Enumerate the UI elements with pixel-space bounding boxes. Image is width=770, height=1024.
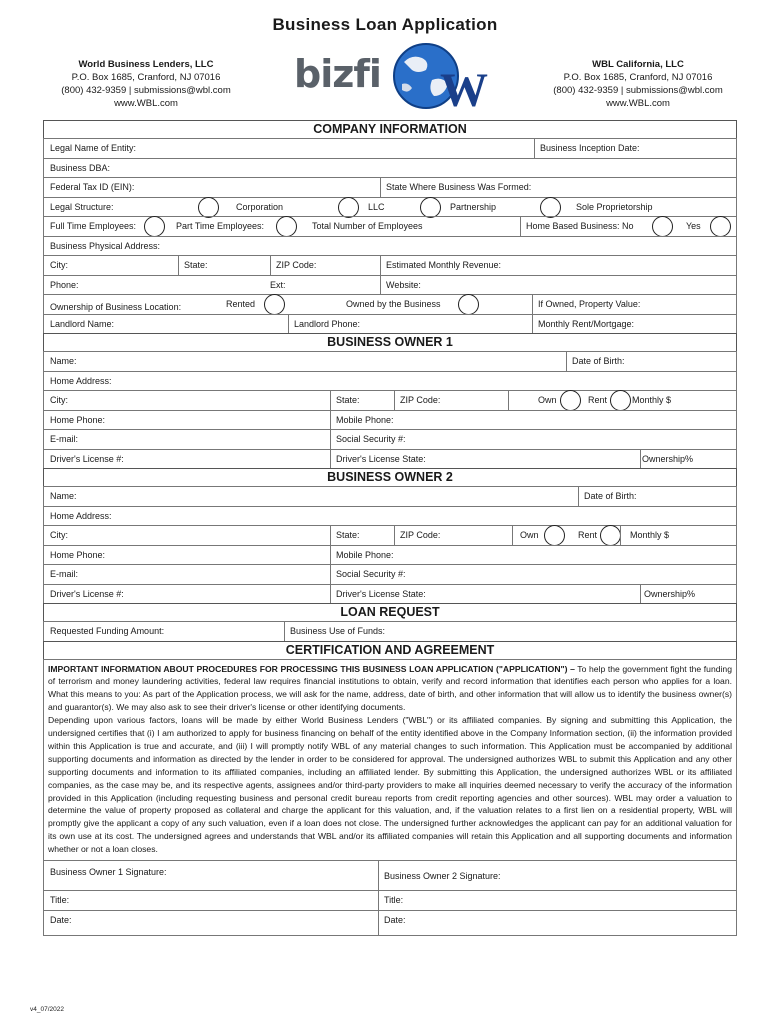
- company-city-field[interactable]: City:: [50, 260, 68, 270]
- owner1-title-field[interactable]: Title:: [50, 895, 70, 906]
- owner2-name-field[interactable]: Name:: [50, 491, 77, 501]
- owner1-heading: BUSINESS OWNER 1: [43, 333, 737, 351]
- owner2-state-field[interactable]: State:: [336, 530, 360, 540]
- lender-contact: (800) 432-9359 | submissions@wbl.com: [61, 85, 231, 96]
- ownership-location-label: Ownership of Business Location:: [50, 302, 182, 312]
- wbl-w-letter: W: [440, 64, 488, 112]
- certification-para1: To help the government fight the funding of terrorism and money laundering activities, federal law requires financial institutions to obtain, verify and record information that identifies each person who applies for a loan. What this means to you: As part of the Application process, we will ask for the name, address, date of birth, and other information that will allow us to identify the business owner(s) and guarantor(s). We may also ask to see their driver's license or other identifying documents.: [48, 663, 732, 713]
- company-state-field[interactable]: State:: [184, 260, 208, 270]
- owner1-own-radio[interactable]: [560, 390, 581, 411]
- owner2-name-row: [43, 486, 737, 506]
- company-phone-ext-field[interactable]: Ext:: [270, 279, 286, 290]
- owner1-email-row: [43, 429, 737, 449]
- owner1-dob-field[interactable]: Date of Birth:: [572, 356, 625, 366]
- owner1-license-field[interactable]: Driver's License #:: [50, 453, 124, 464]
- certification-bold-intro: IMPORTANT INFORMATION ABOUT PROCEDURES FOR PROCESSING THIS BUSINESS LOAN APPLICATION ("APPLICATION") –: [48, 663, 575, 674]
- funding-amount-field[interactable]: Requested Funding Amount:: [50, 626, 165, 636]
- inception-date-field[interactable]: Business Inception Date:: [540, 143, 640, 153]
- home-based-yes-label: Yes: [686, 221, 701, 231]
- owner1-ssn-field[interactable]: Social Security #:: [336, 434, 406, 444]
- owner1-zip-field[interactable]: ZIP Code:: [400, 395, 441, 405]
- tax-id-row: [43, 177, 737, 197]
- certification-heading: CERTIFICATION AND AGREEMENT: [43, 641, 737, 659]
- owner2-phone-row: [43, 545, 737, 565]
- owner1-name-field[interactable]: Name:: [50, 356, 77, 366]
- dba-row: [43, 158, 737, 178]
- owner1-name-row: [43, 351, 737, 371]
- certification-intro: [48, 663, 732, 715]
- rented-label: Rented: [226, 299, 256, 309]
- owner2-rent-label: Rent: [578, 530, 598, 540]
- legal-name-field[interactable]: Legal Name of Entity:: [50, 143, 137, 153]
- owned-label: Owned by the Business: [346, 299, 441, 309]
- landlord-phone-field[interactable]: Landlord Phone:: [294, 318, 361, 329]
- website-field[interactable]: Website:: [386, 279, 421, 290]
- owner2-ownership-field[interactable]: Ownership%: [644, 588, 696, 599]
- owner1-city-field[interactable]: City:: [50, 395, 68, 405]
- lender-ca-name: WBL California, LLC: [592, 59, 684, 70]
- lender-ca-contact: (800) 432-9359 | submissions@wbl.com: [553, 85, 723, 96]
- llc-radio[interactable]: [338, 197, 359, 218]
- lender-address-left: [26, 58, 266, 110]
- form-title: Business Loan Application: [272, 15, 498, 34]
- owner2-date-field[interactable]: Date:: [384, 915, 406, 926]
- lender-po-box: P.O. Box 1685, Cranford, NJ 07016: [71, 72, 221, 83]
- owner1-email-field[interactable]: E-mail:: [50, 434, 79, 444]
- monthly-revenue-field[interactable]: Estimated Monthly Revenue:: [386, 260, 502, 270]
- certification-para2: Depending upon various factors, loans will be made by either World Business Lenders ("WBL") or its affiliated companies. By signing and submitting this Application, the undersigned certifies that (i) I am authorized to apply for business financing on behalf of the entity identified above in the Company Information section, (ii) the information provided within this Application is true and accurate, and (iii) I will promptly notify WBL of any material changes to such information. This Application must be accompanied by additional supporting documents and information as directed by the lender in order to be considered for approval. The undersigned authorizes WBL to submit this Application and any other supporting documents and information to its affiliated companies, including an affiliated lender. By submitting this Application, the undersigned authorizes WBL or its affiliated companies, as the case may be, and its respective agents, assignees and/or third-party providers to make all inquiries deemed necessary to verify the accuracy of the information provided in this Application (including requesting business and personal credit bureau reports from credit reporting agencies and other sources). WBL may order a valuation to determine the value of property proposed as collateral and charge the applicant for this valuation, and, if the valuation relates to a first lien on a residential property, WBL will promptly give the applicant a copy of any such valuation, even if a loan does not close. The undersigned further acknowledges the applicant can pay for an additional valuation for its own use at its cost. The undersigned agrees and understands that WBL and/or its affiliated companies will retain this Application and all supporting documents and information whether or not a loan closes.: [48, 715, 732, 855]
- lender-website: www.WBL.com: [114, 98, 178, 109]
- legal-name-row: [43, 138, 737, 158]
- owner2-license-state-field[interactable]: Driver's License State:: [336, 588, 426, 599]
- partnership-label: Partnership: [450, 201, 497, 212]
- owner2-title-field[interactable]: Title:: [384, 895, 404, 906]
- company-zip-field[interactable]: ZIP Code:: [276, 260, 317, 270]
- form-version: v4_07/2022: [30, 1006, 64, 1013]
- state-formed-field[interactable]: State Where Business Was Formed:: [386, 182, 532, 192]
- home-based-no-label: Home Based Business: No: [526, 221, 634, 231]
- owner2-dob-field[interactable]: Date of Birth:: [584, 491, 637, 501]
- employees-row: [43, 216, 737, 236]
- corporation-label: Corporation: [236, 201, 284, 212]
- full-time-input[interactable]: [144, 216, 165, 237]
- title-row: [43, 890, 737, 910]
- lender-name: World Business Lenders, LLC: [78, 59, 214, 70]
- owner2-own-radio[interactable]: [544, 525, 565, 546]
- loan-request-heading: LOAN REQUEST: [43, 603, 737, 621]
- landlord-name-field[interactable]: Landlord Name:: [50, 318, 115, 329]
- ownership-location-row: [43, 294, 737, 314]
- owner1-phone-row: [43, 410, 737, 430]
- company-phone-field[interactable]: Phone:: [50, 279, 79, 290]
- lender-ca-po-box: P.O. Box 1685, Cranford, NJ 07016: [563, 72, 713, 83]
- tax-id-field[interactable]: Federal Tax ID (EIN):: [50, 182, 135, 192]
- owner1-home-phone-field[interactable]: Home Phone:: [50, 414, 106, 425]
- physical-address-field[interactable]: Business Physical Address:: [50, 240, 161, 251]
- owner2-own-label: Own: [520, 530, 539, 540]
- owner2-city-field[interactable]: City:: [50, 530, 68, 540]
- home-based-yes-radio[interactable]: [710, 216, 731, 237]
- home-based-no-radio[interactable]: [652, 216, 673, 237]
- owner1-license-row: [43, 449, 737, 469]
- corporation-radio[interactable]: [198, 197, 219, 218]
- owned-radio[interactable]: [458, 294, 479, 315]
- owner2-license-field[interactable]: Driver's License #:: [50, 588, 124, 599]
- owner2-city-row: [43, 525, 737, 545]
- owner2-email-row: [43, 564, 737, 584]
- wbl-globe-logo: [382, 40, 498, 117]
- partnership-radio[interactable]: [420, 197, 441, 218]
- bizfi-logo: bizfi: [294, 52, 381, 96]
- company-info-heading: COMPANY INFORMATION: [43, 120, 737, 138]
- landlord-row: [43, 314, 737, 334]
- owner1-signature-field[interactable]: Business Owner 1 Signature:: [50, 867, 167, 878]
- lender-address-right: [518, 58, 758, 110]
- owner2-monthly-field[interactable]: Monthly $: [630, 530, 670, 540]
- owner1-own-label: Own: [538, 395, 557, 405]
- legal-structure-label: Legal Structure:: [50, 201, 114, 212]
- owner2-mobile-phone-field[interactable]: Mobile Phone:: [336, 549, 394, 560]
- company-city-row: [43, 255, 737, 275]
- owner2-heading: BUSINESS OWNER 2: [43, 468, 737, 486]
- use-of-funds-field[interactable]: Business Use of Funds:: [290, 626, 386, 636]
- full-time-label: Full Time Employees:: [50, 221, 137, 231]
- lender-ca-website: www.WBL.com: [606, 98, 670, 109]
- property-value-field[interactable]: If Owned, Property Value:: [538, 299, 641, 309]
- total-employees-field[interactable]: Total Number of Employees: [312, 221, 423, 231]
- loan-request-row: [43, 621, 737, 641]
- owner2-email-field[interactable]: E-mail:: [50, 569, 79, 579]
- owner2-license-row: [43, 584, 737, 604]
- owner2-rent-radio[interactable]: [600, 525, 621, 546]
- phone-row: [43, 275, 737, 295]
- rented-radio[interactable]: [264, 294, 285, 315]
- sole-proprietorship-label: Sole Proprietorship: [576, 201, 653, 212]
- owner1-city-row: [43, 390, 737, 410]
- part-time-input[interactable]: [276, 216, 297, 237]
- owner1-rent-label: Rent: [588, 395, 608, 405]
- owner1-address-row: [43, 371, 737, 391]
- owner2-address-field[interactable]: Home Address:: [50, 510, 112, 521]
- owner2-zip-field[interactable]: ZIP Code:: [400, 530, 441, 540]
- owner2-signature-field[interactable]: Business Owner 2 Signature:: [384, 871, 501, 882]
- owner2-home-phone-field[interactable]: Home Phone:: [50, 549, 106, 560]
- owner2-address-row: [43, 506, 737, 526]
- legal-structure-row: [43, 197, 737, 217]
- application-form: [43, 120, 737, 936]
- owner1-state-field[interactable]: State:: [336, 395, 360, 405]
- monthly-rent-field[interactable]: Monthly Rent/Mortgage:: [538, 318, 635, 329]
- physical-address-row: [43, 236, 737, 256]
- owner1-ownership-field[interactable]: Ownership%: [642, 453, 694, 464]
- llc-label: LLC: [368, 201, 385, 212]
- date-row: [43, 910, 737, 936]
- owner2-ssn-field[interactable]: Social Security #:: [336, 569, 406, 579]
- signature-row: [43, 860, 737, 890]
- owner1-address-field[interactable]: Home Address:: [50, 375, 112, 386]
- dba-field[interactable]: Business DBA:: [50, 162, 111, 173]
- part-time-label: Part Time Employees:: [176, 221, 265, 231]
- owner1-license-state-field[interactable]: Driver's License State:: [336, 453, 426, 464]
- owner1-mobile-phone-field[interactable]: Mobile Phone:: [336, 414, 394, 425]
- owner1-date-field[interactable]: Date:: [50, 915, 72, 926]
- sole-proprietorship-radio[interactable]: [540, 197, 561, 218]
- owner1-monthly-field[interactable]: Monthly $: [632, 395, 672, 405]
- certification-text: [43, 659, 737, 861]
